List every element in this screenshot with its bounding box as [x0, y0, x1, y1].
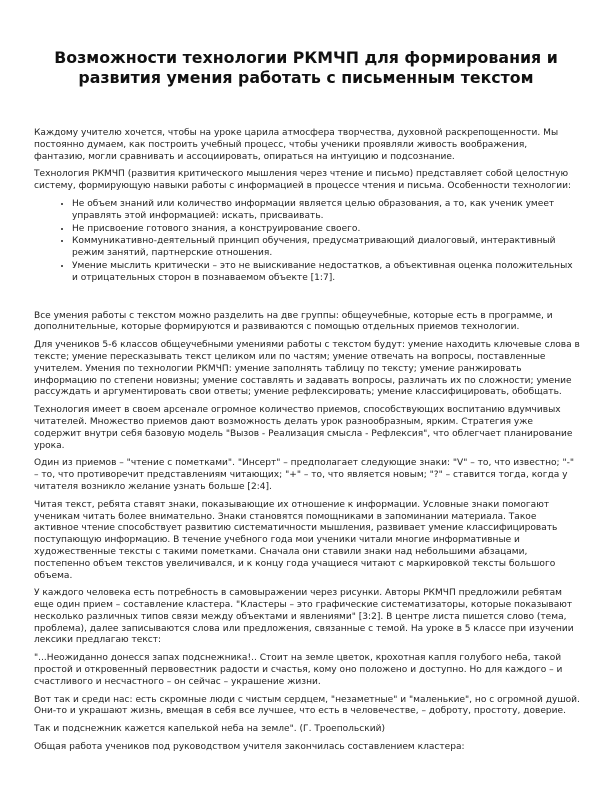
list-item: • Умение мыслить критически – это не выискивание недостатков, а объективная оценка положительных и отрицательных сторон в познаваемом объекте [1:7]. [72, 261, 580, 285]
paragraph: Технология имеет в своем арсенале огромное количество приемов, способствующих воспитанию вдумчивых читателей. Множество приемов дают возможность делать урок разнообразным, ярким. Стратегия уже содержит внутри себя базовую модель "Вызов - Реализация смысла - Рефлексия", что облегчает планирование урока. [34, 405, 573, 451]
paragraph: У каждого человека есть потребность в самовыражении через рисунки. Авторы РКМЧП предложили ребятам еще один прием – составление кластера. "Кластеры – это графические систематизаторы, которые показывают несколько различных типов связи между объектами и явлениями" [3:2]. В центре листа пишется слово (тема, проблема), далее записываются слова или предложения, связанные с темой. На уроке в 5 классе при изучении лексики предлагаю текст: [34, 588, 574, 646]
list-item: • Не присвоение готового знания, а конструирование своего. [72, 224, 580, 236]
list-item: • Не объем знаний или количество информации является целью образования, а то, как ученик умеет управлять этой информацией: искать, присваивать. [72, 199, 580, 223]
paragraph: Каждому учителю хочется, чтобы на уроке царила атмосфера творчества, духовной раскрепощенности. Мы постоянно думаем, как построить учебный процесс, чтобы ученики проявляли живость воображения, фантазию, могли сравнивать и ассоциировать, опираться на интуицию и подсознание. [34, 128, 559, 162]
quote-paragraph: Так и подснежник кажется капелькой неба на земле". (Г. Троепольский) [34, 724, 385, 735]
document-body [34, 128, 580, 760]
list-item: • Коммуникативно-деятельный принцип обучения, предусматривающий диалоговый, интерактивный режим занятий, партнерские отношения. [72, 236, 580, 260]
paragraph: Общая работа учеников под руководством учителя закончилась составлением кластера: [34, 742, 465, 753]
paragraph: Читая текст, ребята ставят знаки, показывающие их отношение к информации. Условные знаки помогают ученикам читать более внимательно. Знаки становятся помощниками в запоминании материала. Такое активное чтение способствует развитию систематичности мышления, развивает умение классифицировать поступающую информацию. В течение учебного года мои ученики читали многие информативные и художественные тексты с такими пометками. Сначала они ставили знаки над небольшими абзацами, постепенно объем текстов увеличивался, и к концу года учащиеся читают с маркировкой тексты большого объема. [34, 499, 558, 581]
quote-paragraph: "...Неожиданно донесся запах подснежника!.. Стоит на земле цветок, крохотная капля голубого неба, такой простой и откровенный первовестник радости и счастья, кому оно положено и доступно. Но для каждого – и счастливого и несчастного – он сейчас – украшение жизни. [34, 653, 563, 687]
quote-paragraph: Вот так и среди нас: есть скромные люди с чистым сердцем, "незаметные" и "маленькие", но с огромной душой. Они-то и украшают жизнь, вмещая в себя все лучшее, что есть в человечестве, – доброту, простоту, доверие. [34, 694, 580, 717]
document-title: Возможности технологии РКМЧП для формирования и развития умения работать с письменным текстом [54, 48, 558, 87]
paragraph: Для учеников 5-6 классов общеучебными умениями работы с текстом будут: умение находить ключевые слова в тексте; умение пересказывать текст целиком или по частям; умение отвечать на вопросы, поставленные учителем. Умения по технологии РКМЧП: умение заполнять таблицу по тексту; умение ранжировать информацию по степени новизны; умение составлять и задавать вопросы, различать их по сложности; умение рассуждать и аргументировать свои ответы; умение рефлексировать; умение классифицировать, обобщать. [34, 340, 580, 398]
features-list [34, 199, 580, 285]
paragraph: Технология РКМЧП (развития критического мышления через чтение и письмо) представляет собой целостную систему, формирующую навыки работы с информацией в процессе чтения и письма. Особенности технологии: [34, 169, 572, 192]
paragraph: Один из приемов – "чтение с пометками". "Инсерт" – предполагает следующие знаки: "V" – то, что известно; "-" – то, что противоречит представлениям читающих; "+" – то, что является новым; "?" – ставится тогда, когда у читателя возникло желание узнать больше [2:4]. [34, 458, 575, 492]
paragraph: Все умения работы с текстом можно разделить на две группы: общеучебные, которые есть в программе, и дополнительные, которые формируются и развиваются с помощью отдельных приемов технологии. [34, 310, 553, 333]
